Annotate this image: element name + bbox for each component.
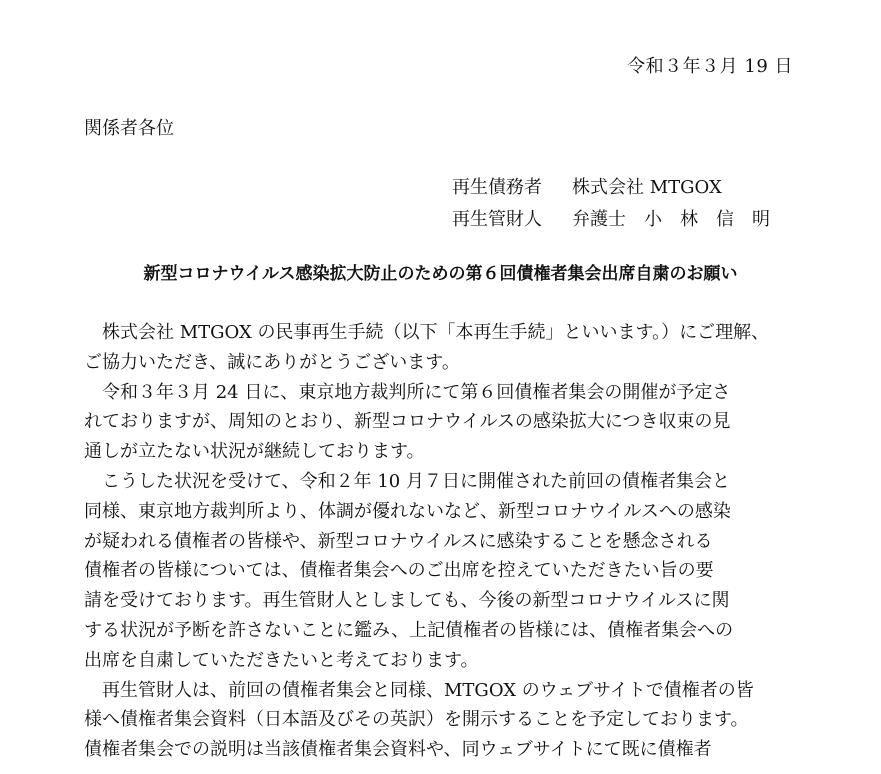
sender-trustee-line <box>452 204 770 236</box>
debtor-name: 株式会社 MTGOX <box>572 177 722 198</box>
body-line: 株式会社 MTGOX の民事再生手続（以下「本再生手続」といいます。）にご理解、 <box>84 322 770 343</box>
body-line: ご協力いただき、誠にありがとうございます。 <box>84 351 460 373</box>
body-line: 債権者集会での説明は当該債権者集会資料や、同ウェブサイトにて既に債権者 <box>84 739 712 761</box>
body-line: 出席を自粛していただきたいと考えております。 <box>84 649 479 671</box>
addressee: 関係者各位 <box>84 118 174 139</box>
body-line: する状況が予断を許さないことに鑑み、上記債権者の皆様には、債権者集会への <box>84 619 734 641</box>
body-line: 再生管財人は、前回の債権者集会と同様、MTGOX のウェブサイトで債権者の皆 <box>84 679 754 701</box>
body-line: れておりますが、周知のとおり、新型コロナウイルスの感染拡大につき収束の見 <box>84 411 731 433</box>
trustee-role: 再生管財人 <box>452 209 542 230</box>
body-line: こうした状況を受けて、令和２年 10 月７日に開催された前回の債権者集会と <box>84 470 730 492</box>
body-line: 令和３年３月 24 日に、東京地方裁判所にて第６回債権者集会の開催が予定さ <box>84 381 731 403</box>
sender-debtor-line <box>452 172 770 204</box>
trustee-name: 弁護士 小 林 信 明 <box>572 209 770 230</box>
document-title: 新型コロナウイルス感染拡大防止のための第６回債権者集会出席自粛のお願い <box>143 264 738 284</box>
body-line: 請を受けております。再生管財人としましても、今後の新型コロナウイルスに関 <box>84 590 730 612</box>
body-line: 同様、東京地方裁判所より、体調が優れないなど、新型コロナウイルスへの感染 <box>84 500 731 522</box>
body-line: が疑われる債権者の皆様や、新型コロナウイルスに感染することを懸念される <box>84 530 713 552</box>
sender-block <box>452 172 770 236</box>
debtor-role: 再生債務者 <box>452 177 542 198</box>
body-line: 様へ債権者集会資料（日本語及びその英訳）を開示することを予定しております。 <box>84 709 749 731</box>
document-body <box>84 318 804 765</box>
body-line: 通しが立たない状況が継続しております。 <box>84 441 425 463</box>
document-date: 令和３年３月 19 日 <box>627 56 793 77</box>
body-line: 債権者の皆様については、債権者集会へのご出席を控えていただきたい旨の要 <box>84 560 714 582</box>
